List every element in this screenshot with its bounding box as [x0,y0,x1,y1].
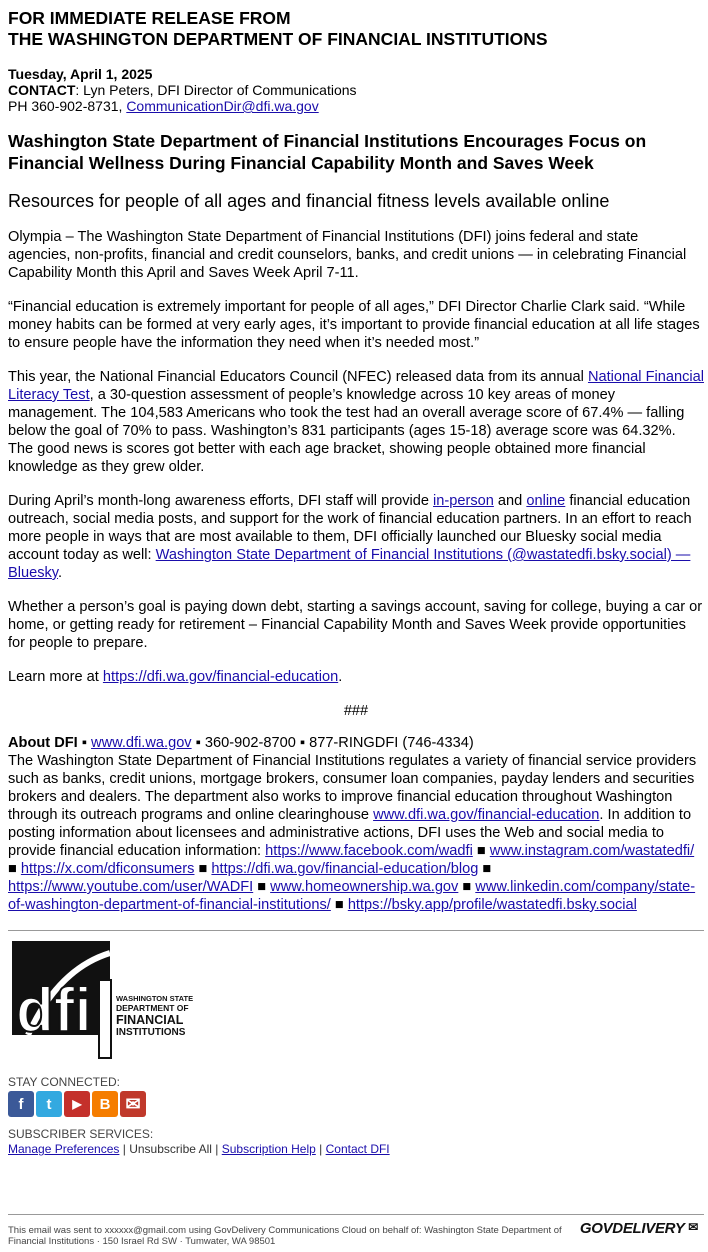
email-footer [8,1214,704,1247]
logo-letters: dfi [16,976,92,1045]
email-icon[interactable]: ✉ [120,1091,146,1117]
p3-text-a: This year, the National Financial Educators Council (NFEC) released data from its annual [8,369,588,385]
release-header-line2: THE WASHINGTON DEPARTMENT OF FINANCIAL INSTITUTIONS [8,29,548,49]
pipe-separator: | [122,1142,126,1156]
about-text-a: The Washington State Department of Financial Institutions regulates a variety of financial service providers such as banks, credit unions, mortgage brokers, consumer loan companies, payday lenders and securities brokers and dealers. The department also works to improve financial education throughout Washington through its outreach programs and online clearinghouse [8,753,697,823]
separator-square: ■ [476,843,486,859]
dfi-logo [8,939,704,1067]
paragraph-1: Olympia – The Washington State Department of Financial Institutions (DFI) joins federal and state agencies, non-profits, financial and credit counselors, banks, and credit unions — in celebrating Financial Capability Month this April and Saves Week April 7-11. [8,229,687,281]
instagram-link[interactable]: www.instagram.com/wastatedfi/ [489,843,695,859]
nfl-test-link[interactable]: National Financial Literacy Test [8,369,704,403]
email-body [8,8,704,1156]
p6-text-b: . [338,669,343,685]
govdelivery-wordmark: GOVDELIVERY [579,1220,685,1237]
headline: Washington State Department of Financial Institutions Encourages Focus on Financial Wellness During Financial Capability Month and Saves Week [8,131,647,173]
about-bullet: ▪ [195,735,201,751]
blogger-icon[interactable]: B [92,1091,118,1117]
in-person-link[interactable]: in-person [433,493,494,509]
pipe-separator: | [319,1142,323,1156]
online-link[interactable]: online [526,493,566,509]
press-meta [8,66,704,114]
p3-text-b: , a 30-question assessment of people’s knowledge across 10 key areas of money management. The 104,583 Americans who took the test had an overall average score of 67.4% — falling below the goal of 70% to pass. Washington’s 831 participants (ages 15-18) average score was 64.32%. The good news is scores got better with each age bracket, showing people obtained more financial knowledge as they grew older. [8,387,685,475]
paragraph-2: “Financial education is extremely important for people of all ages,” DFI Director Charlie Clark said. “While money habits can be formed at very early ages, it’s important to provide financial education at all life stages to ensure people have the information they need when it’s needed most.” [8,299,700,351]
subscriber-services-label: SUBSCRIBER SERVICES: [8,1127,154,1141]
separator-square: ■ [198,861,208,877]
logo-line2: DEPARTMENT OF [116,1003,189,1013]
end-mark: ### [343,703,369,719]
bluesky-profile-link[interactable]: https://bsky.app/profile/wastatedfi.bsky.social [347,897,637,913]
logo-line3: FINANCIAL [116,1013,184,1027]
about-text-b: . In addition to posting information about licensees and administrative actions, DFI uses the Web and social media to provide financial education information: [8,807,692,859]
dfi-site-link[interactable]: www.dfi.wa.gov [91,735,192,751]
subscriber-links [8,1142,704,1156]
facebook-icon[interactable]: f [8,1091,34,1117]
p4-text-b: and [493,493,527,509]
about-phones: 360-902-8700 ▪ 877-RINGDFI (746-4334) [204,735,474,751]
twitter-icon[interactable]: t [36,1091,62,1117]
logo-line4: INSTITUTIONS [116,1027,186,1038]
separator-square: ■ [462,879,472,895]
about-bullet: ▪ [81,735,87,751]
about-label: About DFI [8,735,78,751]
fine-print: This email was sent to xxxxxx@gmail.com using GovDelivery Communications Cloud on behalf of: Washington State Department of Financial Institutions · 150 Israel Rd SW · Tumwater, WA 98501 [8,1225,562,1247]
unsubscribe-all-link[interactable]: Unsubscribe All [129,1142,212,1156]
stay-connected-label: STAY CONNECTED: [8,1075,121,1089]
edu-clearinghouse-link[interactable]: www.dfi.wa.gov/financial-education [373,807,600,823]
manage-preferences-link[interactable]: Manage Preferences [8,1142,120,1156]
p4-text-c: financial education outreach, social media posts, and support for the work of financial education partners. In an effort to reach more people in ways that are most available to them, DFI officially launched our Bluesky social media account today as well: [8,493,692,563]
footer-divider [8,1214,704,1215]
paragraph-3 [8,368,704,476]
p4-text-a: During April’s month-long awareness efforts, DFI staff will provide [8,493,434,509]
social-icons [8,1091,704,1117]
logo-line1: WASHINGTON STATE [116,994,194,1003]
financial-education-link[interactable]: https://dfi.wa.gov/financial-education [102,669,339,685]
contact-text: : Lyn Peters, DFI Director of Communications [75,82,357,98]
separator-square: ■ [8,861,17,877]
homeownership-link[interactable]: www.homeownership.wa.gov [270,879,459,895]
x-link[interactable]: https://x.com/dficonsumers [20,861,195,877]
bluesky-link[interactable]: Washington State Department of Financial Institutions (@wastatedfi.bsky.social) — Bluesky [8,547,691,581]
divider [8,930,704,931]
release-date: Tuesday, April 1, 2025 [8,66,153,82]
envelope-icon: ✉ [688,1220,698,1234]
separator-square: ■ [257,879,267,895]
dfi-logo-graphic [8,939,208,1065]
p6-text-a: Learn more at [8,669,103,685]
paragraph-4 [8,492,704,582]
paragraph-6 [8,668,704,686]
contact-email-link[interactable]: CommunicationDir@dfi.wa.gov [126,98,319,114]
p4-text-d: . [58,565,63,581]
contact-dfi-link[interactable]: Contact DFI [325,1142,390,1156]
about-dfi [8,734,704,914]
youtube-link[interactable]: https://www.youtube.com/user/WADFI [8,879,254,895]
contact-phone: PH 360-902-8731, [8,98,127,114]
blog-link[interactable]: https://dfi.wa.gov/financial-education/blog [211,861,479,877]
subscription-help-link[interactable]: Subscription Help [221,1142,316,1156]
facebook-link[interactable]: https://www.facebook.com/wadfi [265,843,473,859]
youtube-icon[interactable]: ▶ [64,1091,90,1117]
linkedin-link[interactable]: www.linkedin.com/company/state-of-washington-department-of-financial-institutions/ [8,879,696,913]
subheadline: Resources for people of all ages and financial fitness levels available online [8,191,610,211]
release-header-line1: FOR IMMEDIATE RELEASE FROM [8,8,291,28]
contact-label: CONTACT [8,82,76,98]
pipe-separator: | [215,1142,219,1156]
govdelivery-logo [580,1220,698,1237]
separator-square: ■ [482,861,492,877]
paragraph-5: Whether a person’s goal is paying down debt, starting a savings account, saving for college, buying a car or home, or getting ready for retirement – Financial Capability Month and Saves Week provide opportunities for people to prepare. [8,599,703,651]
separator-square: ■ [334,897,344,913]
